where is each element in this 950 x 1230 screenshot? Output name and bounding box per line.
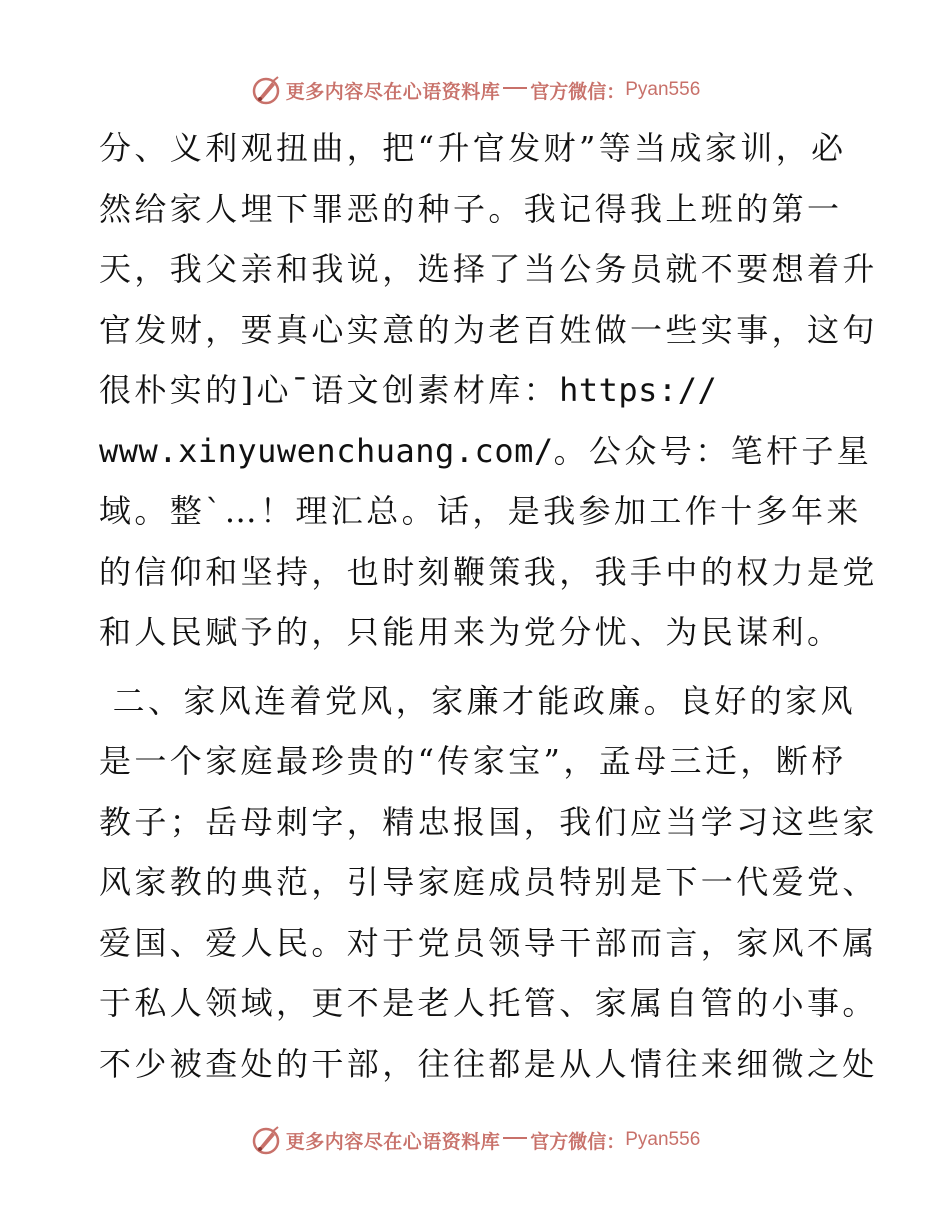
text-line: 爱国、爱人民。对于党员领导干部而言，家风不属 <box>99 923 878 962</box>
text-line: 域。整`…！理汇总。话，是我参加工作十多年来 <box>99 492 862 530</box>
banner-dash <box>503 1137 527 1139</box>
text-line: 然给家人埋下罪恶的种子。我记得我上班的第一 <box>99 189 843 228</box>
banner-subtitle: 官方微信： <box>530 1130 626 1153</box>
banner-title: 更多内容尽在心语资料库 <box>285 1130 501 1153</box>
text-line: 于私人领域，更不是老人托管、家属自管的小事。 <box>99 984 878 1022</box>
text-line: 官发财，要真心实意的为老百姓做一些实事，这句 <box>99 310 878 349</box>
banner-account: Pyan556 <box>625 1129 701 1150</box>
text-line: 不少被查处的干部，往往都是从人情往来细微之处 <box>99 1044 878 1083</box>
text-line: 教子；岳母刺字，精忠报国，我们应当学习这些家 <box>99 802 878 841</box>
text-line: 是一个家庭最珍贵的“传家宝”，孟母三迁，断杼 <box>99 742 847 780</box>
url-segment: www.xinyuwenchuang.com/ <box>99 431 554 470</box>
paragraph-two <box>99 671 878 1095</box>
text-line: 和人民赋予的，只能用来为党分忧、为民谋利。 <box>99 613 843 651</box>
banner-account: Pyan556 <box>625 79 701 100</box>
text-line: 天，我父亲和我说，选择了当公务员就不要想着升 <box>99 250 878 288</box>
banner-dash <box>503 87 527 89</box>
text-line <box>99 421 873 482</box>
url-segment: https:// <box>559 371 718 409</box>
header-watermark-banner <box>0 70 950 110</box>
banner-subtitle: 官方微信： <box>530 80 626 103</box>
text-line <box>99 360 859 421</box>
document-body <box>99 118 878 1094</box>
footer-watermark-banner <box>0 1120 950 1160</box>
quill-pen-logo-icon <box>250 1124 282 1156</box>
banner-title: 更多内容尽在心语资料库 <box>285 80 501 103</box>
text-line: 分、义利观扭曲，把“升官发财”等当成家训，必 <box>99 129 847 167</box>
text-line: 二、家风连着党风，家廉才能政廉。良好的家风 <box>99 681 856 720</box>
text-segment: 很朴实的]心¯语文创素材库： <box>99 371 560 409</box>
text-line: 风家教的典范，引导家庭成员特别是下一代爱党、 <box>99 863 878 901</box>
text-line: 的信仰和坚持，也时刻鞭策我，我手中的权力是党 <box>99 552 878 591</box>
quill-pen-logo-icon <box>250 74 282 106</box>
text-segment: 。公众号：笔杆子星 <box>553 431 873 470</box>
